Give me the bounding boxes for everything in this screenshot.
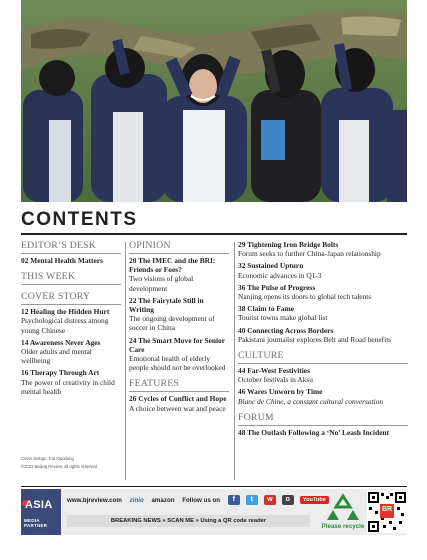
partner-label: MEDIA PARTNER <box>24 518 48 528</box>
section-opinion <box>129 240 229 372</box>
footer-links <box>67 495 335 507</box>
camera-icon[interactable]: o <box>282 495 294 505</box>
entry-title: 44 Far-West Festivities <box>238 366 310 376</box>
entry-description: Forum seeks to further China-Japan relationship <box>238 249 381 259</box>
toc-entry[interactable] <box>238 366 408 384</box>
cover-design-credit: Cover Design: Cui Xiaodong <box>21 456 74 461</box>
entry-description: Nanjing opens its doors to global tech talents <box>238 292 372 302</box>
entry-title: 26 Cycles of Conflict and Hope <box>129 394 227 404</box>
entry-description: Two visions of global development <box>129 274 194 293</box>
toc-entry[interactable] <box>238 283 408 301</box>
toc-entry[interactable] <box>238 261 408 279</box>
recycle-label: Please recycle <box>321 523 365 530</box>
column-divider <box>234 242 235 480</box>
toc-entry[interactable] <box>21 307 121 335</box>
section-label: THIS WEEK <box>21 271 76 283</box>
section-rule <box>238 425 408 426</box>
contents-column-2 <box>129 240 229 416</box>
entry-title: 20 The IMEC and the BRI: Friends or Foes? <box>129 256 216 275</box>
entry-title: 16 Therapy Through Art <box>21 368 100 378</box>
section-label: COVER STORY <box>21 291 91 303</box>
section-label: EDITOR’S DESK <box>21 240 97 251</box>
entry-title: 46 Wares Unworn by Time <box>238 387 323 397</box>
zinio-link[interactable]: zinio <box>129 496 144 504</box>
section-features <box>129 378 229 412</box>
entry-description: October festivals in Aksu <box>238 375 313 385</box>
follow-us-label: Follow us on <box>182 496 221 504</box>
entry-description: The ongoing development of soccer in China <box>129 314 215 333</box>
entry-description: Pakistani journalist explores Belt and Road benefits <box>238 334 392 344</box>
toc-entry[interactable] <box>238 326 408 344</box>
entry-title: 36 The Pulse of Progress <box>238 282 316 292</box>
section-culture <box>238 350 408 406</box>
entry-title: 24 The Smart Move for Senior Care <box>129 335 225 354</box>
entry-title: 38 Claim to Fame <box>238 304 295 314</box>
footer-banner <box>21 489 407 535</box>
toc-entry[interactable] <box>238 428 408 437</box>
entry-description: Psychological distress among young Chinese <box>21 316 109 335</box>
toc-entry[interactable] <box>21 256 121 265</box>
section-rule <box>238 363 408 364</box>
entry-description: Economic advances in Q1-3 <box>238 270 322 280</box>
section-label: FEATURES <box>129 378 180 390</box>
qr-badge-text: BR <box>381 506 393 513</box>
copyright-notice: ©2023 Beijing Review, all rights reserved. <box>21 464 99 469</box>
title-rule <box>21 233 407 235</box>
toc-entry[interactable] <box>21 368 121 396</box>
entry-description: Emotional health of elderly people should not be overlooked <box>129 354 226 373</box>
section-this-week <box>21 271 121 285</box>
media-partner-badge[interactable] <box>21 489 61 535</box>
toc-entry[interactable] <box>238 304 408 322</box>
entry-description: Tourist towns make global list <box>238 313 328 323</box>
section-rule <box>21 284 121 285</box>
section-rule <box>21 253 121 254</box>
section-rule <box>129 253 229 254</box>
footer-rule <box>21 486 407 487</box>
entry-description: A choice between war and peace <box>129 403 226 413</box>
entry-title: 22 The Fairytale Still in Writing <box>129 295 204 315</box>
toc-entry[interactable] <box>129 256 229 293</box>
toc-entry[interactable] <box>238 387 408 405</box>
section-label: CULTURE <box>238 350 284 362</box>
contents-title: CONTENTS <box>21 209 138 230</box>
qr-code[interactable] <box>367 491 407 533</box>
entry-description: The power of creativity in child mental health <box>21 377 115 396</box>
youtube-icon[interactable]: YouTube <box>300 496 329 504</box>
credits <box>21 455 98 471</box>
entry-title: 12 Healing the Hidden Hurt <box>21 307 110 317</box>
contents-column-3 <box>238 240 408 440</box>
cover-photo <box>21 0 407 202</box>
toc-entry[interactable] <box>129 336 229 373</box>
recycle-badge <box>317 493 369 533</box>
section-forum <box>238 412 408 437</box>
section-cover-story <box>21 291 121 396</box>
contents-column-1 <box>21 240 121 399</box>
toc-entry[interactable] <box>21 338 121 366</box>
section-editors-desk <box>21 240 121 265</box>
section-rule <box>129 391 229 392</box>
toc-entry[interactable] <box>129 394 229 412</box>
entry-description: Older adults and mental wellbeing <box>21 347 92 366</box>
section-label: OPINION <box>129 240 171 251</box>
amazon-link[interactable]: amazon <box>151 496 175 504</box>
entry-title: 29 Tightening Iron Bridge Bolts <box>238 240 339 249</box>
entry-title: 32 Sustained Upturn <box>238 261 304 271</box>
entry-description: Blanc de Chine, a constant cultural conversation <box>238 396 384 406</box>
weibo-icon[interactable]: w <box>264 495 276 505</box>
website-link[interactable]: www.bjreview.com <box>67 496 122 504</box>
section-label: FORUM <box>238 411 274 423</box>
entry-title: 48 The Outlash Following a ‘No’ Leash Incident <box>238 427 390 437</box>
entry-title: 14 Awareness Never Ages <box>21 337 101 347</box>
breaking-news-bar: BREAKING NEWS » SCAN ME » Using a QR code reader <box>67 515 310 527</box>
section-rule <box>21 304 121 305</box>
entry-title: 02 Mental Health Matters <box>21 256 103 265</box>
column-divider <box>125 242 126 480</box>
partner-logo-text: ASIA <box>25 499 53 511</box>
toc-entry[interactable] <box>129 296 229 333</box>
toc-entry[interactable] <box>238 240 408 258</box>
entry-title: 40 Connecting Across Borders <box>238 325 334 335</box>
section-continued <box>238 240 408 344</box>
facebook-icon[interactable]: f <box>228 495 240 505</box>
recycle-icon <box>317 493 369 523</box>
twitter-icon[interactable]: t <box>246 495 258 505</box>
